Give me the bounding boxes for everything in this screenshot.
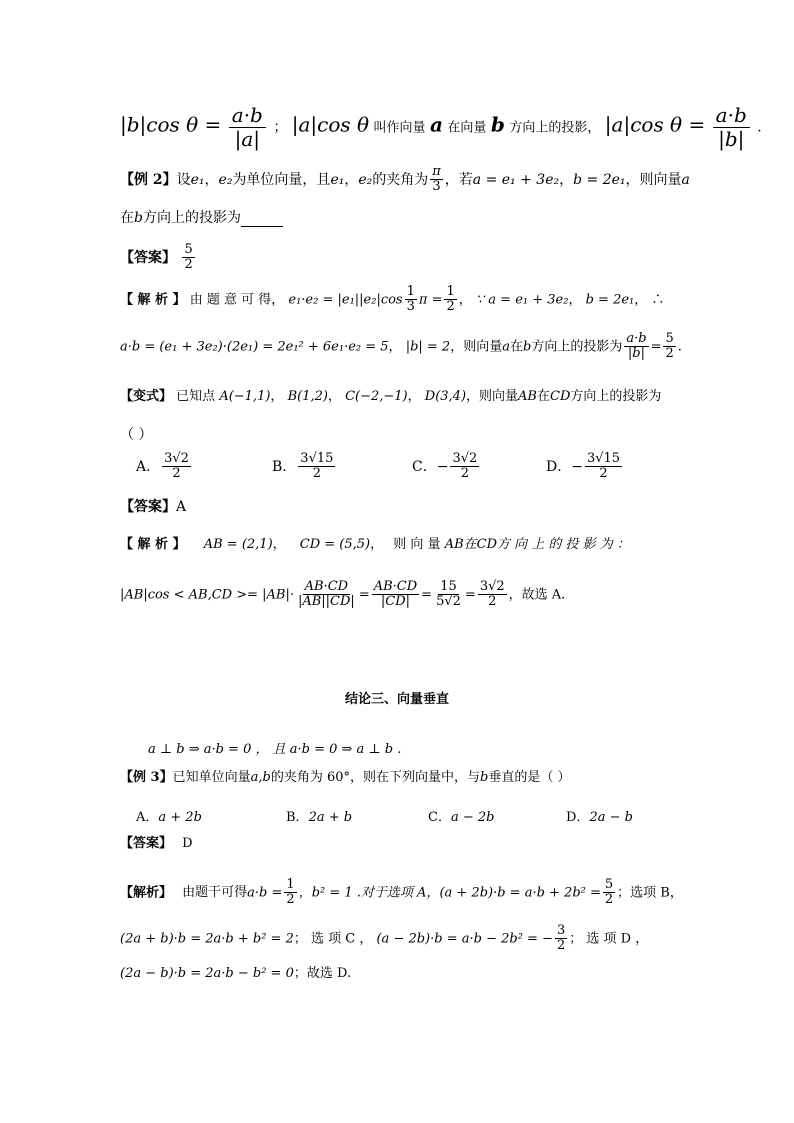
variant-option-c[interactable]: C．− $\frac{3√2}{2}$ [412, 451, 478, 482]
formula-fraction-2: $\frac{a\cdot b}{|b|}$ [713, 104, 750, 151]
variant-option-d[interactable]: D．− $\frac{3√15}{2}$ [546, 451, 621, 482]
example-3-question: 【例 3】已知单位向量a,b的夹角为 60°，则在下列向量中，与b垂直的是（ ） [120, 770, 571, 785]
example-3-option-b[interactable]: B．2a + b [286, 810, 353, 825]
variant-answer: 【答案】A [120, 499, 187, 515]
example-3-option-a[interactable]: A．a + 2b [136, 810, 202, 825]
variant-option-b[interactable]: B． $\frac{3√15}{2}$ [272, 451, 334, 482]
variant-option-a[interactable]: A． $\frac{3√2}{2}$ [136, 451, 189, 482]
formula-fraction-1: $\frac{a\cdot b}{|a|}$ [229, 104, 266, 151]
example-3-solution-line-1: 【解析】 由题干可得a·b = $\frac{1}{2}$ ，b² = 1 .对于选项 A，(a + 2b)·b = a·b + 2b² = $\frac{5}{2}$ ；选项 B， [120, 877, 683, 908]
variant-paren: （ ） [120, 427, 153, 443]
perpendicular-rule: a ⊥ b ⇒ a·b = 0 ， 且 a·b = 0 ⇒ a ⊥ b . [148, 742, 402, 757]
formula-a-cos: |a|cos θ [291, 112, 370, 137]
example-2-line-1: 【例 2】设e₁，e₂为单位向量，且e₁，e₂的夹角为 $\frac{\pi}{3}$ ，若a = e₁ + 3e₂，b = 2e₁，则向量a [120, 164, 690, 195]
variant-question-line-1: 【变式】 已知点 A(−1,1)， B(1,2)， C(−2,−1)， D(3,4)，则向量AB在CD方向上的投影为 [120, 389, 662, 404]
example-3-solution-line-3: (2a − b)·b = 2a·b − b² = 0；故选 D. [120, 966, 352, 981]
example-2-label: 【例 2】 [120, 171, 177, 188]
pi-over-3-fraction: $\frac{\pi}{3}$ [432, 164, 441, 195]
example-2-solution-line-2: a·b = (e₁ + 3e₂)·(2e₁) = 2e₁² + 6e₁·e₂ = 5， |b| = 2，则向量a在b方向上的投影为 $\frac{a\cdot b}{|b|}$ = $\frac{5}{2}$ . [120, 331, 682, 362]
formula-a-cos-2: |a|cos θ = [604, 112, 706, 137]
example-3-option-c[interactable]: C．a − 2b [428, 810, 495, 825]
answer-fraction: $\frac{5}{2}$ [184, 242, 193, 273]
example-2-line-2: 在b方向上的投影为 [120, 209, 676, 227]
projection-formula-line: |b|cos θ = $\frac{a\cdot b}{|a|}$ ； |a|cos θ 叫作向量 a 在向量 b 方向上的投影， |a|cos θ = $\frac{a\cdot b}{|b|}$ . [120, 103, 762, 151]
example-3-answer: 【答案】 D [120, 836, 193, 851]
example-3-solution-line-2: (2a + b)·b = 2a·b + b² = 2； 选 项 C ， (a − 2b)·b = a·b − 2b² = − $\frac{3}{2}$ ； 选 项 D ， [120, 923, 649, 954]
formula-b-cos: |b|cos θ = [120, 112, 222, 137]
section-title: 结论三、向量垂直 [344, 692, 449, 707]
variant-solution-line-2: |AB|cos < AB,CD >= |AB|· $\frac{AB\cdot CD}{|AB||CD|}$ = $\frac{AB\cdot CD}{|CD|}$ = $\frac{15}{5√2}$ = $\frac{3√2}{2}$ ，故选 A. [120, 579, 566, 610]
example-2-answer: 【答案】 $\frac{5}{2}$ [120, 242, 193, 273]
example-2-solution-line-1: 【 解 析 】 由 题 意 可 得， e₁·e₂ = |e₁||e₂|cos $\frac{1}{3}$ π = $\frac{1}{2}$ ， ∵ a = e₁ + 3e₂， b = 2e₁， ∴ [120, 284, 665, 315]
answer-blank [241, 214, 283, 227]
example-3-option-d[interactable]: D．2a − b [566, 810, 633, 825]
variant-solution-line-1: 【 解 析 】 AB = (2,1)， CD = (5,5)， 则 向 量 AB在CD方 向 上 的 投 影 为 ： [120, 537, 630, 552]
